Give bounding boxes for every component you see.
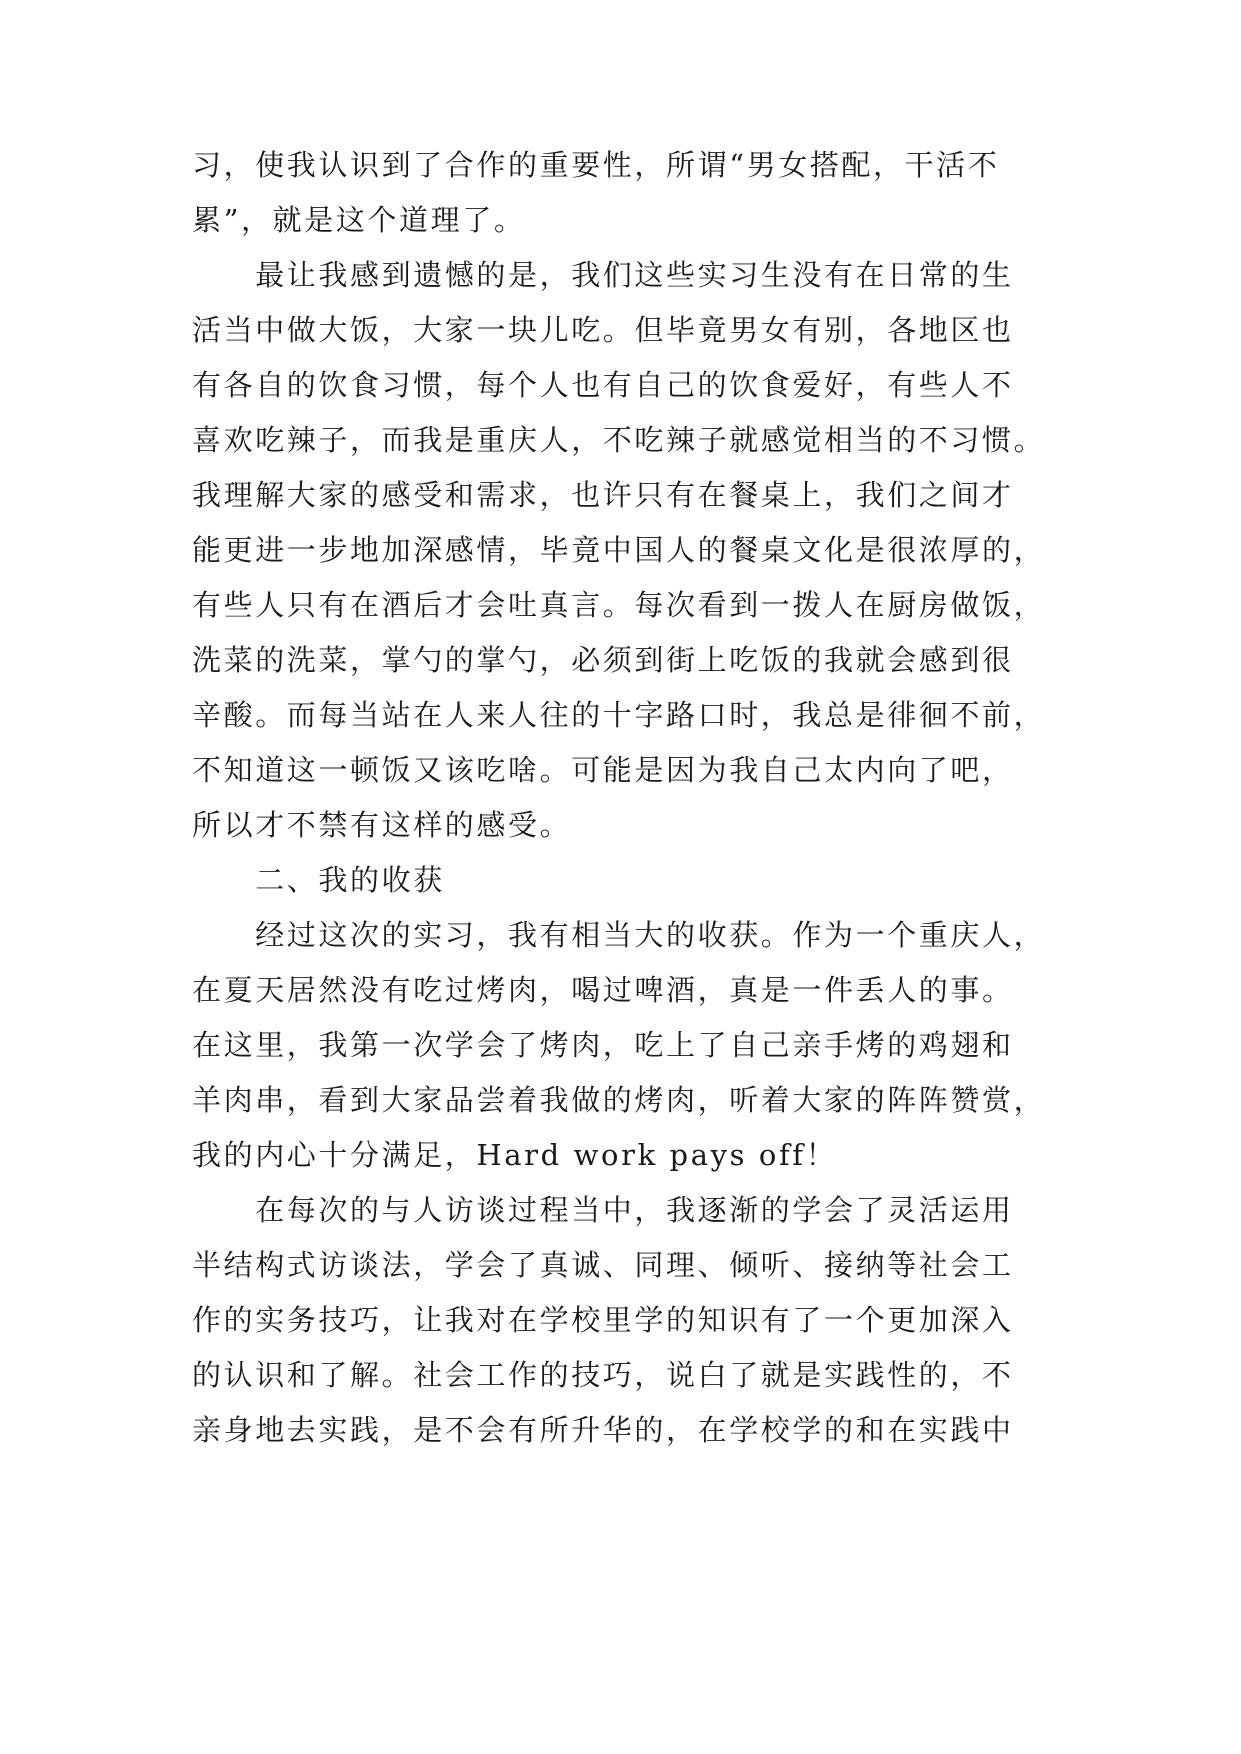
text-line: 辛酸。而每当站在人来人往的十字路口时，我总是徘徊不前， (192, 698, 1046, 732)
text-line: 累”，就是这个道理了。 (192, 203, 526, 237)
text-line: 洗菜的洗菜，掌勺的掌勺，必须到街上吃饭的我就会感到很 (192, 643, 1014, 677)
text-line: 有各自的饮食习惯，每个人也有自己的饮食爱好，有些人不 (192, 368, 1014, 402)
text-line: 活当中做大饭，大家一块儿吃。但毕竟男女有别，各地区也 (192, 313, 1014, 347)
text-line: 半结构式访谈法，学会了真诚、同理、倾听、接纳等社会工 (192, 1248, 1014, 1282)
text-line: 有些人只有在酒后才会吐真言。每次看到一拨人在厨房做饭， (192, 588, 1046, 622)
text-line: 喜欢吃辣子，而我是重庆人，不吃辣子就感觉相当的不习惯。 (192, 423, 1046, 457)
text-line: 所以才不禁有这样的感受。 (192, 808, 572, 842)
text-line: 最让我感到遗憾的是，我们这些实习生没有在日常的生 (192, 258, 1014, 292)
text-line: 作的实务技巧，让我对在学校里学的知识有了一个更加深入 (192, 1303, 1014, 1337)
text-line: 能更进一步地加深感情，毕竟中国人的餐桌文化是很浓厚的， (192, 533, 1046, 567)
text-line: 不知道这一顿饭又该吃啥。可能是因为我自己太内向了吧， (192, 753, 1014, 787)
text-line: 羊肉串，看到大家品尝着我做的烤肉，听着大家的阵阵赞赏， (192, 1083, 1046, 1117)
text-line: 在这里，我第一次学会了烤肉，吃上了自己亲手烤的鸡翅和 (192, 1028, 1014, 1062)
text-line: 在每次的与人访谈过程当中，我逐渐的学会了灵活运用 (192, 1193, 1014, 1227)
text-line: 亲身地去实践，是不会有所升华的，在学校学的和在实践中 (192, 1413, 1014, 1447)
text-line: 我的内心十分满足，Hard work pays off！ (192, 1138, 838, 1172)
text-line: 在夏天居然没有吃过烤肉，喝过啤酒，真是一件丢人的事。 (192, 973, 1014, 1007)
text-line: 的认识和了解。社会工作的技巧，说白了就是实践性的，不 (192, 1358, 1014, 1392)
text-line: 我理解大家的感受和需求，也许只有在餐桌上，我们之间才 (192, 478, 1014, 512)
text-line: 经过这次的实习，我有相当大的收获。作为一个重庆人， (192, 918, 1046, 952)
text-line: 习，使我认识到了合作的重要性，所谓“男女搭配，干活不 (192, 148, 1000, 182)
section-heading: 二、我的收获 (192, 863, 445, 897)
